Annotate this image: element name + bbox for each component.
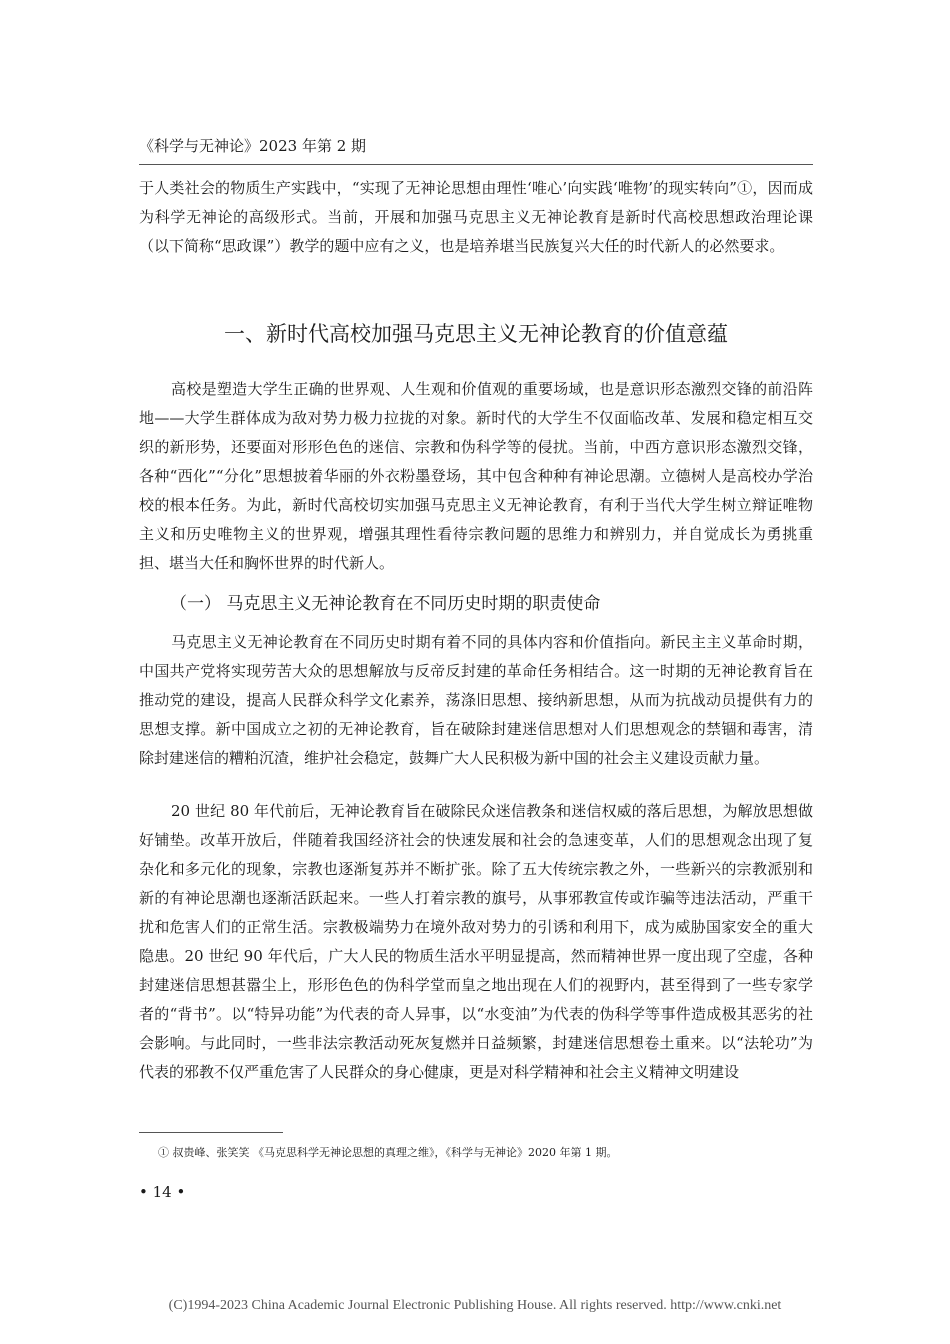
body-paragraph-1: 高校是塑造大学生正确的世界观、人生观和价值观的重要场域，也是意识形态激烈交锋的前沿阵地——大学生群体成为敌对势力极力拉拢的对象。新时代的大学生不仅面临改革、发展和稳定相互交织的新形势，还要面对形形色色的迷信、宗教和伪科学等的侵扰。当前，中西方意识形态激烈交锋，各种“西化”“分化”思想披着华丽的外衣粉墨登场，其中包含种种有神论思潮。立德树人是高校办学治校的根本任务。为此，新时代高校切实加强马克思主义无神论教育，有利于当代大学生树立辩证唯物主义和历史唯物主义的世界观，增强其理性看待宗教问题的思维力和辨别力，并自觉成长为勇挑重担、堪当大任和胸怀世界的时代新人。 — [139, 380, 813, 572]
body-paragraph-3: 20 世纪 80 年代前后，无神论教育旨在破除民众迷信教条和迷信权威的落后思想，为解放思想做好铺垫。改革开放后，伴随着我国经济社会的快速发展和社会的急速变革，人们的思想观念出现了复杂化和多元化的现象，宗教也逐渐复苏并不断扩张。除了五大传统宗教之外，一些新兴的宗教派别和新的有神论思潮也逐渐活跃起来。一些人打着宗教的旗号，从事邪教宣传或诈骗等违法活动，严重干扰和危害人们的正常生活。宗教极端势力在境外敌对势力的引诱和利用下，成为威胁国家安全的重大隐患。20 世纪 90 年代后，广大人民的物质生活水平明显提高，然而精神世界一度出现了空虚，各种封建迷信思想甚嚣尘上，形形色色的伪科学堂而皇之地出现在人们的视野内，甚至得到了一些专家学者的“背书”。以“特异功能”为代表的奇人异事，以“水变油”为代表的伪科学等事件造成极其恶劣的社会影响。与此同时，一些非法宗教活动死灰复燃并日益频繁，封建迷信思想卷土重来。以“法轮功”为代表的邪教不仅严重危害了人民群众的身心健康，更是对科学精神和社会主义精神文明建设 — [139, 802, 813, 1081]
intro-paragraph: 于人类社会的物质生产实践中，“实现了无神论思想由理性‘唯心’向实践‘唯物’的现实转向”①，因而成为科学无神论的高级形式。当前，开展和加强马克思主义无神论教育是新时代高校思想政治理论课（以下简称“思政课”）教学的题中应有之义，也是培养堪当民族复兴大任的时代新人的必然要求。 — [139, 179, 813, 255]
footnote: ① 叔贵峰、张笑笑 《马克思科学无神论思想的真理之维》，《科学与无神论》2020 年第 1 期。 — [158, 1146, 618, 1159]
journal-header: 《科学与无神论》2023 年第 2 期 — [139, 137, 367, 155]
copyright-notice: (C)1994-2023 China Academic Journal Electronic Publishing House. All rights reserved. http://www.cnki.net — [168, 1298, 782, 1313]
section-heading: 一、新时代高校加强马克思主义无神论教育的价值意蕴 — [224, 322, 728, 346]
subsection-heading: （一） 马克思主义无神论教育在不同历史时期的职责使命 — [170, 594, 601, 614]
page-number: • 14 • — [139, 1183, 186, 1201]
header-rule — [139, 164, 813, 165]
body-paragraph-2: 马克思主义无神论教育在不同历史时期有着不同的具体内容和价值指向。新民主主义革命时期，中国共产党将实现劳苦大众的思想解放与反帝反封建的革命任务相结合。这一时期的无神论教育旨在推动党的建设，提高人民群众科学文化素养，荡涤旧思想、接纳新思想，从而为抗战动员提供有力的思想支撑。新中国成立之初的无神论教育，旨在破除封建迷信思想对人们思想观念的禁锢和毒害，清除封建迷信的糟粕沉渣，维护社会稳定，鼓舞广大人民积极为新中国的社会主义建设贡献力量。 — [139, 633, 813, 767]
footnote-rule — [139, 1132, 283, 1133]
